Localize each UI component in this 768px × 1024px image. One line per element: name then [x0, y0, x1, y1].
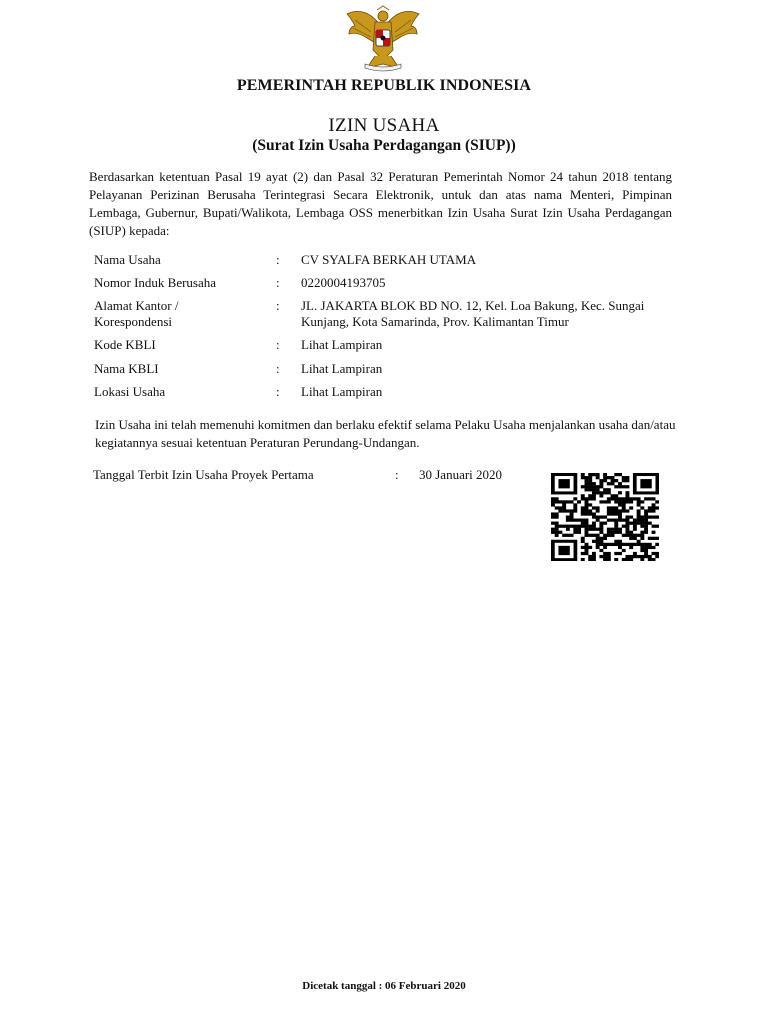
field-label: Nama KBLI: [94, 361, 159, 376]
field-value: JL. JAKARTA BLOK BD NO. 12, Kel. Loa Bakung, Kec. Sungai Kunjang, Kota Samarinda, Prov. Kalimantan Timur: [301, 298, 645, 329]
field-value: 0220004193705: [301, 275, 386, 290]
field-colon: :: [276, 275, 280, 290]
garuda-emblem-icon: [341, 4, 425, 72]
field-label: Alamat Kantor / Korespondensi: [94, 298, 179, 329]
issue-date-label: Tanggal Terbit Izin Usaha Proyek Pertama: [93, 467, 314, 482]
qr-code-icon: [551, 473, 659, 561]
field-colon: :: [276, 361, 280, 376]
field-value: Lihat Lampiran: [301, 337, 383, 352]
field-label: Kode KBLI: [94, 337, 156, 352]
issue-date-value: 30 Januari 2020: [419, 467, 503, 482]
field-colon: :: [276, 384, 280, 399]
validity-statement: Izin Usaha ini telah memenuhi komitmen dan berlaku efektif selama Pelaku Usaha menjalankan usaha dan/atau kegiatannya sesuai ketentuan Peraturan Perundang-Undangan.: [95, 417, 676, 450]
print-date-footer: Dicetak tanggal : 06 Februari 2020: [302, 980, 466, 992]
document-subtitle: (Surat Izin Usaha Perdagangan (SIUP)): [252, 137, 516, 154]
issue-date-colon: :: [395, 467, 399, 482]
government-heading: PEMERINTAH REPUBLIK INDONESIA: [236, 77, 532, 94]
field-label: Nama Usaha: [94, 252, 161, 267]
field-value: Lihat Lampiran: [301, 384, 383, 399]
document-title: IZIN USAHA: [328, 115, 440, 136]
field-value: CV SYALFA BERKAH UTAMA: [301, 252, 477, 267]
field-colon: :: [276, 298, 280, 313]
intro-paragraph: Berdasarkan ketentuan Pasal 19 ayat (2) dan Pasal 32 Peraturan Pemerintah Nomor 24 tahun 2018 tentang Pelayanan Perizinan Berusaha Terintegrasi Secara Elektronik, untuk dan atas nama Menteri, Pimpinan Lembaga, Gubernur, Bupati/Walikota, Lembaga OSS menerbitkan Izin Usaha Surat Izin Usaha Perdagangan (SIUP) kepada:: [89, 169, 672, 238]
field-value: Lihat Lampiran: [301, 361, 383, 376]
field-label: Nomor Induk Berusaha: [94, 275, 217, 290]
field-label: Lokasi Usaha: [94, 384, 166, 399]
field-colon: :: [276, 337, 280, 352]
field-colon: :: [276, 252, 280, 267]
